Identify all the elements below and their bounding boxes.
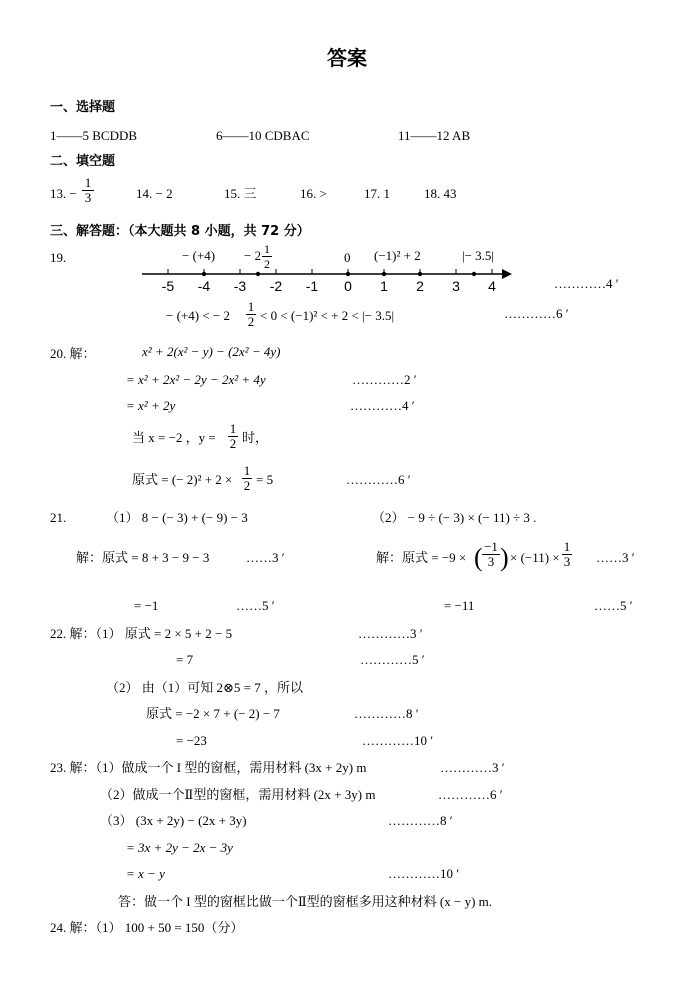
fraction-13 xyxy=(82,176,94,205)
q22-line-1: 22. 解：（1） 原式 = 2 × 5 + 2 − 5 xyxy=(50,626,233,641)
q21-fraction-1-num: −1 xyxy=(484,539,498,554)
q20-score-4: …………4 ′ xyxy=(350,398,415,413)
q23-line-3: （3） (3x + 2y) − (2x + 3y) xyxy=(100,813,247,828)
q22-line-3: （2） 由（1）可知 2⊗5 = 7 ，所以 xyxy=(106,680,303,695)
choice-answers-1-5: 1——5 BCDDB xyxy=(50,128,138,143)
tick-label: 2 xyxy=(416,278,424,294)
q22-line-4: 原式 = −2 × 7 + (− 2) − 7 xyxy=(146,706,280,721)
q21-fraction-1 xyxy=(482,540,500,569)
q21-score-1b: ……5 ′ xyxy=(236,598,275,613)
q20-line4-fraction xyxy=(228,422,238,451)
fill-answer-17: 17. 1 xyxy=(364,186,390,201)
q23-score-8: …………8 ′ xyxy=(388,813,453,828)
q23-score-6: …………6 ′ xyxy=(438,787,503,802)
number-line-arrow xyxy=(502,269,512,279)
q20-line-4-end: 时， xyxy=(242,430,269,445)
q22-score-3: …………3 ′ xyxy=(358,626,423,641)
q21-fraction-2 xyxy=(562,540,572,569)
q20-line-3: = x² + 2y xyxy=(126,398,176,413)
q21-score-1a: ……3 ′ xyxy=(246,550,285,565)
fraction-13-denominator: 3 xyxy=(82,190,94,205)
choice-answers-6-10: 6——10 CDBAC xyxy=(216,128,310,143)
section-fill-heading: 二、填空题 xyxy=(50,154,116,169)
q20-line-4: 当 x = −2 ，y = xyxy=(132,430,216,445)
choice-answers-11-12: 11——12 AB xyxy=(398,128,471,143)
q22-score-8: …………8 ′ xyxy=(354,706,419,721)
q21-score-2a: ……3 ′ xyxy=(596,550,635,565)
q20-line-2: = x² + 2x² − 2y − 2x² + 4y xyxy=(126,372,266,387)
page-title: 答案 xyxy=(327,46,367,70)
q19-ineq-den: 2 xyxy=(247,314,255,329)
q21-paren-left: ( xyxy=(474,543,483,572)
q22-line-2: = 7 xyxy=(176,652,194,667)
q20-label: 20. 解： xyxy=(50,346,96,361)
q21-label: 21. xyxy=(50,510,67,525)
q20-line-5: 原式 = (− 2)² + 2 × xyxy=(132,472,233,487)
tick-label: -4 xyxy=(197,278,211,294)
q19-half-num: 1 xyxy=(264,242,270,256)
q19-label-zero: 0 xyxy=(344,250,351,265)
q21-score-2b: ……5 ′ xyxy=(594,598,633,613)
q23-answer: 答：做一个 I 型的窗框比做一个Ⅱ型的窗框多用这种材料 (x − y) m. xyxy=(118,894,493,909)
q20-line4-num: 1 xyxy=(229,421,237,436)
q19-ineq-num: 1 xyxy=(247,299,255,314)
q21-solution-2-mid: × (−11) × xyxy=(510,550,560,565)
tick-label: -5 xyxy=(161,278,175,294)
q20-line5-fraction xyxy=(242,464,252,493)
q21-solution-2: 解：原式 = −9 × xyxy=(376,550,467,565)
q21-paren-right: ) xyxy=(500,543,509,572)
q21-part-1: （1） 8 − (− 3) + (− 9) − 3 xyxy=(106,510,248,525)
q20-line-5-end: = 5 xyxy=(256,472,274,487)
q21-fraction-2-num: 1 xyxy=(563,539,571,554)
q19-score-1: …………4 ′ xyxy=(554,276,619,291)
q23-score-3: …………3 ′ xyxy=(440,760,505,775)
tick-label: 3 xyxy=(452,278,460,294)
q20-score-2: …………2 ′ xyxy=(352,372,417,387)
tick-label: -2 xyxy=(269,278,283,294)
fill-answer-13: 13. − xyxy=(50,186,77,201)
q22-score-5: …………5 ′ xyxy=(360,652,425,667)
point-zero xyxy=(346,272,350,276)
section-choice-heading: 一、选择题 xyxy=(50,100,116,115)
q23-line-5: = x − y xyxy=(126,866,165,881)
q19-score-2: …………6 ′ xyxy=(504,306,569,321)
number-line-ticks xyxy=(162,269,496,294)
point-negsq xyxy=(382,272,386,276)
q21-fraction-2-den: 3 xyxy=(563,554,571,569)
q19-inequality-b: < 0 < (−1)² < + 2 < |− 3.5| xyxy=(260,308,395,323)
q21-result-1: = −1 xyxy=(134,598,159,613)
q20-line-1: x² + 2(x² − y) − (2x² − 4y) xyxy=(142,344,281,359)
fill-answer-14: 14. − 2 xyxy=(136,186,173,201)
q23-line-1: 23. 解：（1）做成一个 I 型的窗框，需用材料 (3x + 2y) m xyxy=(50,760,367,775)
q20-line4-den: 2 xyxy=(229,436,237,451)
q22-score-10: …………10 ′ xyxy=(362,733,434,748)
q19-label-plus4: − (+4) xyxy=(182,248,216,263)
point-neg2half xyxy=(256,272,260,276)
tick-label: 4 xyxy=(488,278,496,294)
q20-score-6: …………6 ′ xyxy=(346,472,411,487)
q19-inequality-a: − (+4) < − 2 xyxy=(166,308,230,323)
q20-line5-den: 2 xyxy=(243,478,251,493)
section-solve-heading: 三、解答题：（本大题共 8 小题，共 72 分） xyxy=(50,224,310,239)
number-line xyxy=(140,262,520,296)
point-plus2 xyxy=(418,272,422,276)
point-neg4 xyxy=(202,272,206,276)
q19-label-abs: |− 3.5| xyxy=(462,248,495,263)
q19-label-negsq: (−1)² + 2 xyxy=(374,248,421,263)
q19-label: 19. xyxy=(50,250,67,265)
tick-label: 1 xyxy=(380,278,388,294)
q21-part-2: （2） − 9 ÷ (− 3) × (− 11) ÷ 3 . xyxy=(372,510,537,525)
q24-line-1: 24. 解：（1） 100 + 50 = 150（分） xyxy=(50,920,244,935)
q20-line5-num: 1 xyxy=(243,463,251,478)
tick-label: -3 xyxy=(233,278,247,294)
q23-score-10: …………10 ′ xyxy=(388,866,460,881)
q21-result-2: = −11 xyxy=(444,598,475,613)
q23-line-2: （2）做成一个Ⅱ型的窗框，需用材料 (2x + 3y) m xyxy=(100,787,376,802)
fill-answer-15: 15. 三 xyxy=(224,186,257,201)
q21-fraction-1-num-digit: 1 xyxy=(491,539,498,554)
q19-label-neg2half: − 2 xyxy=(244,248,262,263)
q19-half-den: 2 xyxy=(264,257,270,271)
point-abs xyxy=(472,272,476,276)
q19-ineq-fraction xyxy=(246,300,256,329)
fraction-13-numerator: 1 xyxy=(84,175,92,190)
q22-line-5: = −23 xyxy=(176,733,207,748)
q21-solution-1: 解：原式 = 8 + 3 − 9 − 3 xyxy=(76,550,210,565)
fill-answer-16: 16. > xyxy=(300,186,327,201)
tick-label: -1 xyxy=(305,278,319,294)
fill-answer-18: 18. 43 xyxy=(424,186,457,201)
q23-line-4: = 3x + 2y − 2x − 3y xyxy=(126,840,233,855)
tick-label: 0 xyxy=(344,278,352,294)
q21-fraction-1-den: 3 xyxy=(482,554,500,569)
